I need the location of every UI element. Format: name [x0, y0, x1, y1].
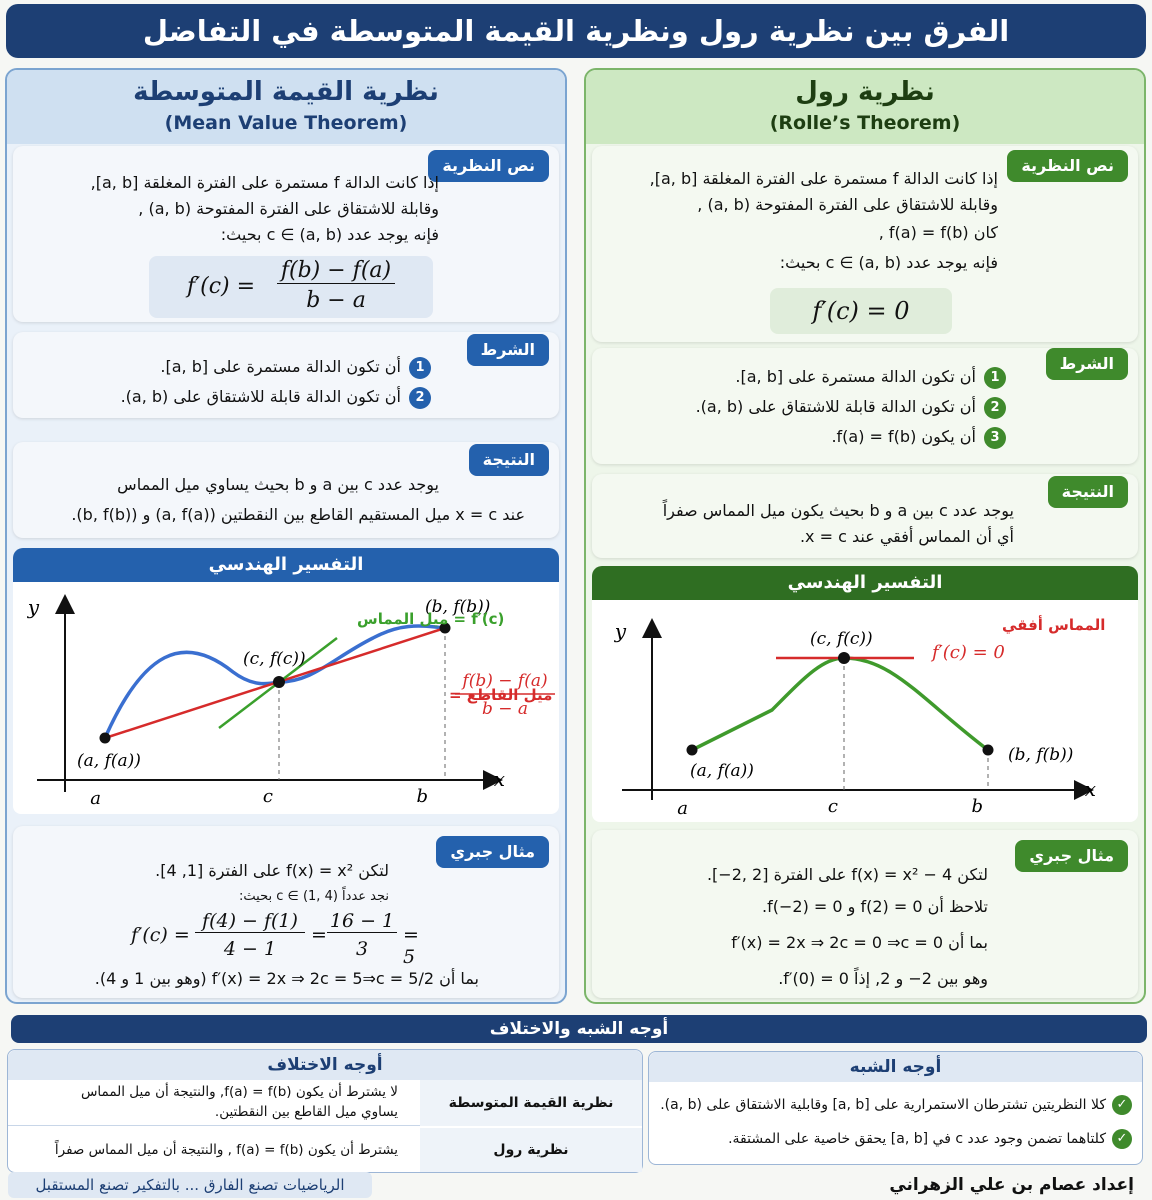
mvt-statement-box — [13, 146, 559, 322]
mvt-statement-line2: وقابلة للاشتقاق على الفترة المفتوحة (a, b) , — [138, 199, 439, 218]
label-pa: (a, f(a)) — [77, 751, 141, 771]
label-pb: (b, f(b)) — [425, 597, 491, 617]
mvt-example-line1: لتكن f(x) = x² على الفترة [1, 4]. — [155, 861, 389, 880]
y-axis-label: y — [27, 595, 39, 619]
similarity-text: كلتاهما تضمن وجود عدد c في [a, b] يحقق خاصية على المشتقة. — [728, 1131, 1106, 1147]
rolle-column — [584, 68, 1146, 1004]
eq-result: = 5 — [403, 924, 419, 968]
rolle-statement-line3: كان f(a) = f(b) , — [878, 223, 998, 242]
differences-title: أوجه الاختلاف — [8, 1050, 642, 1080]
label-pc: (c, f(c)) — [243, 649, 306, 669]
rolle-conditions-tag: الشرط — [1046, 348, 1128, 380]
mvt-formula-den: b − a — [306, 288, 366, 313]
point-a — [687, 745, 698, 756]
mvt-result-line2: عند x = c ميل المستقيم القاطع بين النقطتين (a, f(a)) و (b, f(b)). — [71, 505, 525, 524]
mvt-formula-lhs: f′(c) = — [187, 274, 256, 299]
mvt-conditions-tag: الشرط — [467, 334, 549, 366]
difference-row-text2: يساوي ميل القاطع بين النقطتين. — [214, 1104, 398, 1120]
rolle-header — [586, 70, 1144, 144]
label-pa: (a, f(a)) — [690, 761, 754, 781]
rolle-condition-1 — [735, 364, 1006, 390]
mvt-result-line1: يوجد عدد c بين a و b بحيث يساوي ميل المماس — [117, 475, 439, 494]
condition-number: 3 — [984, 427, 1006, 449]
rolle-geometry-graph — [592, 600, 1138, 822]
eq-num2: 16 − 1 — [327, 910, 397, 933]
difference-row-text1: لا يشترط أن يكون f(a) = f(b), والنتيجة أن ميل المماس — [80, 1084, 398, 1100]
difference-row-name: نظرية القيمة المتوسطة — [420, 1080, 642, 1126]
rolle-example-tag: مثال جبري — [1015, 840, 1128, 872]
secant-den: b − a — [481, 699, 529, 719]
rolle-condition-2 — [696, 394, 1006, 420]
similarity-text: كلا النظريتين تشترطان الاستمرارية على [a, b] وقابلية الاشتقاق على (a, b). — [660, 1097, 1106, 1113]
difference-row-rolle — [8, 1128, 642, 1172]
condition-text: أن يكون f(a) = f(b). — [831, 427, 976, 446]
comparison-section — [5, 1015, 1145, 1165]
difference-row-text1: يشترط أن يكون f(a) = f(b) , والنتيجة أن ميل المماس صفراً — [54, 1142, 398, 1158]
difference-row-mvt — [8, 1080, 642, 1126]
tangent-formula: f′(c) = 0 — [932, 642, 1005, 663]
footer-author: إعداد عصام بن علي الزهراني — [889, 1175, 1134, 1195]
mvt-conditions-box — [13, 332, 559, 418]
point-a — [100, 733, 111, 744]
similarities-title: أوجه الشبه — [649, 1052, 1142, 1082]
rolle-conditions-box — [592, 348, 1138, 464]
rolle-result-tag: النتيجة — [1048, 476, 1128, 508]
mvt-example-line4: بما أن f′(x) = 2x ⇒ 2c = 5⇒c = 5/2 (وهو بين 1 و 4). — [94, 969, 479, 988]
eq-den2: 3 — [355, 938, 369, 960]
mvt-formula — [149, 256, 433, 318]
mvt-result-box — [13, 442, 559, 538]
rolle-example-line1: لتكن f(x) = x² − 4 على الفترة [2 ,2−]. — [706, 865, 988, 884]
rolle-statement-line4: فإنه يوجد عدد c ∈ (a, b) بحيث: — [779, 253, 998, 272]
similarity-2 — [728, 1126, 1132, 1152]
mvt-header — [7, 70, 565, 144]
mvt-statement-line3: فإنه يوجد عدد c ∈ (a, b) بحيث: — [220, 225, 439, 244]
condition-text: أن تكون الدالة قابلة للاشتقاق على (a, b). — [695, 397, 976, 416]
point-c — [273, 676, 285, 688]
rolle-title: نظرية رول — [795, 77, 935, 107]
rolle-statement-line2: وقابلة للاشتقاق على الفترة المفتوحة (a, b) , — [697, 195, 998, 214]
mvt-column — [5, 68, 567, 1004]
tangent-label: المماس أفقي — [1002, 616, 1106, 634]
tick-b: b — [416, 786, 428, 807]
condition-text: أن تكون الدالة مستمرة على [a, b]. — [160, 357, 401, 376]
mvt-title: نظرية القيمة المتوسطة — [133, 77, 439, 107]
eq-equals: = — [311, 924, 327, 946]
comparison-title: أوجه الشبه والاختلاف — [11, 1015, 1147, 1043]
rolle-result-line1: يوجد عدد c بين a و b بحيث يكون ميل المماس صفراً — [662, 501, 1014, 520]
condition-number: 1 — [409, 357, 431, 379]
rolle-example-line4: وهو بين 2− و 2, إذاً f′(0) = 0. — [778, 969, 988, 988]
mvt-graph-svg — [13, 582, 559, 814]
rolle-formula: f′(c) = 0 — [770, 288, 952, 334]
rolle-condition-3 — [831, 424, 1006, 450]
difference-row-name: نظرية رول — [420, 1128, 642, 1172]
mvt-example-equation — [131, 910, 431, 968]
rolle-statement-tag: نص النظرية — [1007, 150, 1128, 182]
condition-text: أن تكون الدالة قابلة للاشتقاق على (a, b). — [120, 387, 401, 406]
check-icon: ✓ — [1112, 1095, 1132, 1115]
footer-motto: الرياضيات تصنع الفارق ... بالتفكير تصنع المستقبل — [8, 1172, 372, 1198]
x-axis-label: x — [1084, 777, 1096, 801]
tick-c: c — [827, 796, 838, 817]
rolle-geometry-title: التفسير الهندسي — [592, 566, 1138, 600]
rolle-statement-line1: إذا كانت الدالة f مستمرة على الفترة المغلقة [a, b], — [649, 169, 998, 188]
condition-number: 1 — [984, 367, 1006, 389]
mvt-example-box — [13, 826, 559, 998]
mvt-statement-tag: نص النظرية — [428, 150, 549, 182]
x-axis-label: x — [493, 767, 505, 791]
eq-den1: 4 − 1 — [223, 938, 277, 960]
mvt-result-tag: النتيجة — [469, 444, 549, 476]
rolle-curve — [692, 658, 988, 750]
mvt-geometry-graph — [13, 582, 559, 814]
tick-b: b — [971, 796, 983, 817]
condition-number: 2 — [984, 397, 1006, 419]
mvt-geometry-title: التفسير الهندسي — [13, 548, 559, 582]
rolle-result-line2: أي أن المماس أفقي عند x = c. — [799, 527, 1014, 546]
differences-box — [7, 1049, 643, 1173]
mvt-condition-1 — [160, 354, 431, 380]
mvt-example-tag: مثال جبري — [436, 836, 549, 868]
tangent-label: f′(c) = ميل المماس — [357, 610, 505, 628]
mvt-condition-2 — [121, 384, 431, 410]
mvt-example-line2: نجد عدداً c ∈ (1, 4) بحيث: — [239, 889, 389, 904]
label-pb: (b, f(b)) — [1008, 745, 1074, 765]
similarities-box — [648, 1051, 1143, 1165]
y-axis-label: y — [614, 619, 626, 643]
mvt-statement-line1: إذا كانت الدالة f مستمرة على الفترة المغلقة [a, b], — [90, 173, 439, 192]
eq-lhs: f′(c) = — [131, 924, 190, 946]
rolle-result-box — [592, 474, 1138, 558]
rolle-statement-box — [592, 146, 1138, 342]
rolle-example-line3: بما أن f′(x) = 2x ⇒ 2c = 0 ⇒c = 0 — [731, 933, 988, 952]
tick-a: a — [677, 798, 688, 819]
condition-number: 2 — [409, 387, 431, 409]
secant-num: f(b) − f(a) — [462, 671, 548, 691]
rolle-graph-svg — [592, 600, 1138, 822]
mvt-title-en: (Mean Value Theorem) — [164, 112, 408, 134]
condition-text: أن تكون الدالة مستمرة على [a, b]. — [735, 367, 976, 386]
rolle-title-en: (Rolle’s Theorem) — [769, 112, 961, 134]
tick-c: c — [262, 786, 273, 807]
mvt-formula-num: f(b) − f(a) — [277, 258, 395, 284]
secant-label: ميل القاطع = — [449, 686, 553, 704]
check-icon: ✓ — [1112, 1129, 1132, 1149]
tick-a: a — [90, 788, 101, 809]
label-pc: (c, f(c)) — [810, 629, 873, 649]
similarity-1 — [660, 1092, 1132, 1118]
eq-num1: f(4) − f(1) — [195, 910, 305, 933]
rolle-example-line2: تلاحظ أن f(2) = 0 و f(−2) = 0. — [762, 897, 988, 916]
page-title: الفرق بين نظرية رول ونظرية القيمة المتوسطة في التفاضل — [6, 4, 1146, 58]
point-c — [838, 652, 850, 664]
rolle-example-box — [592, 830, 1138, 998]
point-b — [983, 745, 994, 756]
